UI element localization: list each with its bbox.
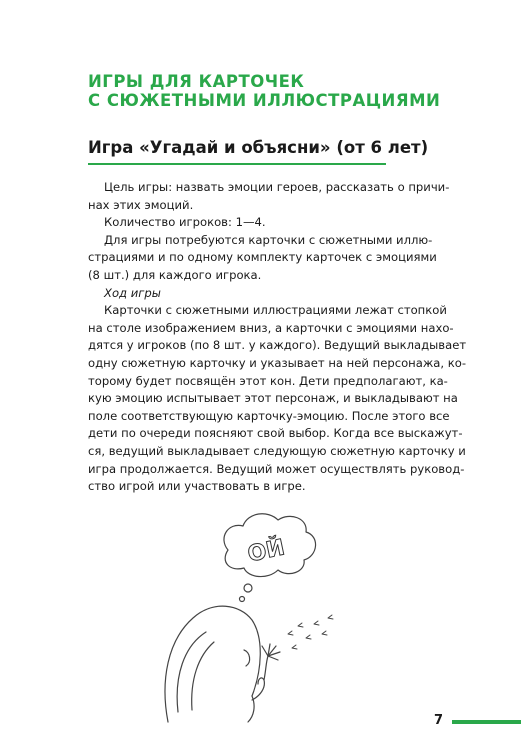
girl-hair <box>165 606 260 722</box>
text-line: Цель игры: назвать эмоции героев, рассказать о причи- <box>104 180 450 194</box>
text-line: ство игрой или участвовать в игре. <box>88 479 306 494</box>
game-title: Игра «Угадай и объясни» (от 6 лет) <box>88 138 429 157</box>
dandelion-seeds <box>288 615 333 649</box>
text-line: Для игры потребуются карточки с сюжетными иллю- <box>104 232 433 247</box>
subheading-game-process: Ход игры <box>104 285 161 300</box>
paragraph-goal <box>88 179 448 214</box>
page-number: 7 <box>434 713 444 728</box>
text-line: дятся у игроков (по 8 шт. у каждого). Ведущий выкладывает <box>88 338 467 353</box>
text-line: (8 шт.) для каждого игрока. <box>88 267 262 282</box>
dandelion-stem <box>264 656 268 680</box>
text-line: страциями и по одному комплекту карточек с эмоциями <box>88 250 437 265</box>
dandelion-head <box>262 644 280 660</box>
paragraph-materials <box>88 232 448 285</box>
text-line: Карточки с сюжетными иллюстрациями лежат стопкой <box>104 303 447 318</box>
thought-dot <box>244 584 252 592</box>
thought-dot <box>240 597 245 602</box>
body-text <box>88 179 467 496</box>
text-line: торому будет посвящён этот кон. Дети предполагают, ка- <box>88 373 448 388</box>
section-title-line-1: ИГРЫ ДЛЯ КАРТОЧЕК <box>88 72 305 91</box>
text-line: игра продолжается. Ведущий может осуществлять руковод- <box>88 461 465 476</box>
text-line: поле соответствующую карточку-эмоцию. После этого все <box>88 408 450 423</box>
text-line: на столе изображением вниз, а карточки с эмоциями нахо- <box>88 320 454 335</box>
text-line: нах этих эмоций. <box>88 197 194 212</box>
title-underline <box>88 163 386 165</box>
page-number-bar <box>452 720 521 724</box>
text-line: кую эмоцию испытывает этот персонаж, и выкладывают на <box>88 391 458 406</box>
paragraph-process <box>88 302 467 496</box>
section-title-line-2: С СЮЖЕТНЫМИ ИЛЛЮСТРАЦИЯМИ <box>88 91 441 110</box>
text-line: ся, ведущий выкладывает следующую сюжетную карточку и <box>88 443 466 458</box>
section-title <box>88 72 488 110</box>
thought-bubble-text: ОЙ <box>245 535 288 568</box>
girl-dandelion-illustration <box>148 500 348 740</box>
text-line: Количество игроков: 1—4. <box>104 215 266 230</box>
text-line: дети по очереди поясняют свой выбор. Когда все выскажут- <box>88 426 463 441</box>
paragraph-players <box>88 214 448 232</box>
text-line: одну сюжетную карточку и указывает на ней персонажа, ко- <box>88 355 467 370</box>
